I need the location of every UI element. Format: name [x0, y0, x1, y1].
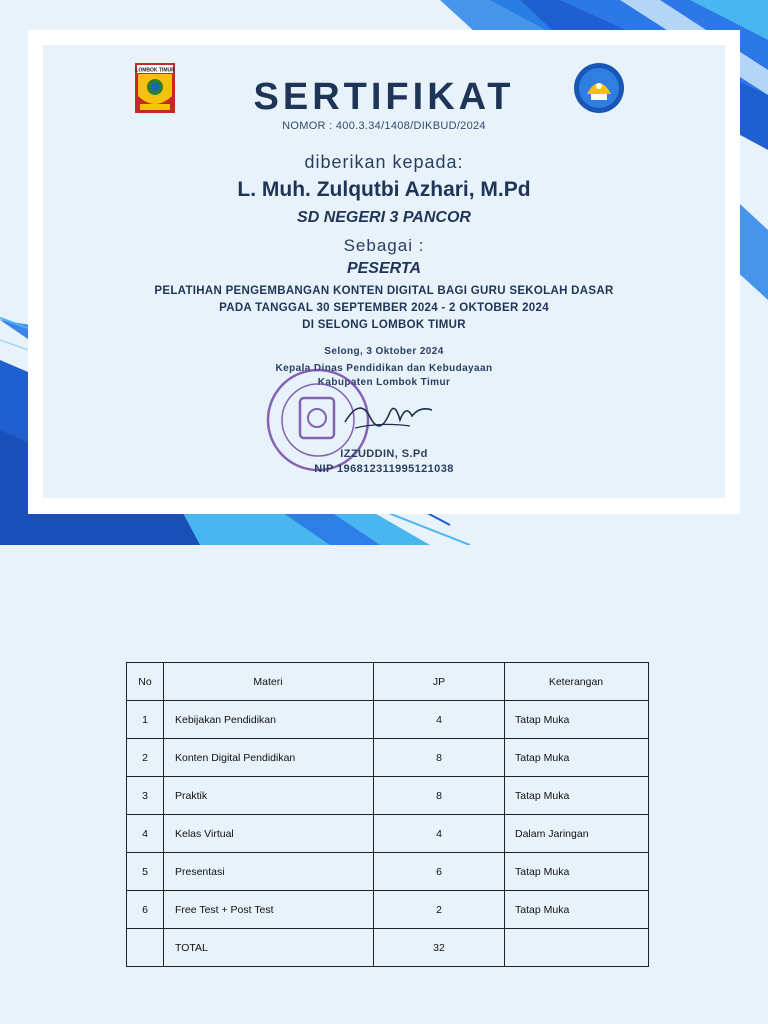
table-header-row	[127, 663, 649, 701]
office-region: Kabupaten Lombok Timur	[317, 377, 451, 388]
total-jp: 32	[374, 929, 505, 967]
cell-jp: 8	[374, 739, 505, 777]
cell-no: 2	[127, 739, 164, 777]
header-materi: Materi	[164, 663, 374, 701]
table-row	[127, 701, 649, 739]
cell-keterangan: Tatap Muka	[505, 739, 649, 777]
office-title: Kepala Dinas Pendidikan dan Kebudayaan	[275, 363, 493, 374]
cell-no: 6	[127, 891, 164, 929]
cell-no: 1	[127, 701, 164, 739]
event-title: PELATIHAN PENGEMBANGAN KONTEN DIGITAL BAGI GURU SEKOLAH DASAR	[154, 285, 614, 297]
cell-materi: Free Test + Post Test	[164, 891, 374, 929]
cell-keterangan: Tatap Muka	[505, 777, 649, 815]
cell-materi: Presentasi	[164, 853, 374, 891]
total-label: TOTAL	[164, 929, 374, 967]
cell-materi: Konten Digital Pendidikan	[164, 739, 374, 777]
cell-keterangan: Dalam Jaringan	[505, 815, 649, 853]
certificate-number: NOMOR : 400.3.34/1408/DIKBUD/2024	[282, 120, 486, 132]
header-jp: JP	[374, 663, 505, 701]
cell-materi: Kebijakan Pendidikan	[164, 701, 374, 739]
given-to-label: diberikan kepada:	[304, 152, 464, 172]
cell-no: 3	[127, 777, 164, 815]
material-table	[126, 662, 649, 967]
cell-materi: Praktik	[164, 777, 374, 815]
recipient-role: PESERTA	[346, 260, 422, 277]
cell-jp: 4	[374, 815, 505, 853]
cell-jp: 8	[374, 777, 505, 815]
event-location: DI SELONG LOMBOK TIMUR	[302, 319, 466, 331]
signer-nip: NIP 196812311995121038	[314, 463, 454, 475]
table-total-row	[127, 929, 649, 967]
recipient-school: SD NEGERI 3 PANCOR	[297, 209, 471, 226]
signature	[340, 392, 440, 441]
svg-text:LOMBOK TIMUR: LOMBOK TIMUR	[135, 67, 175, 74]
cell-materi: Kelas Virtual	[164, 815, 374, 853]
table-row	[127, 815, 649, 853]
header-keterangan: Keterangan	[505, 663, 649, 701]
header-no: No	[127, 663, 164, 701]
table-row	[127, 891, 649, 929]
recipient-name: L. Muh. Zulqutbi Azhari, M.Pd	[237, 178, 531, 201]
table-row	[127, 739, 649, 777]
cell-no: 5	[127, 853, 164, 891]
event-dates: PADA TANGGAL 30 SEPTEMBER 2024 - 2 OKTOBER 2024	[219, 302, 549, 314]
cell-jp: 2	[374, 891, 505, 929]
certificate-title: SERTIFIKAT	[253, 76, 515, 118]
signer-name: IZZUDDIN, S.Pd	[340, 448, 428, 460]
as-label: Sebagai :	[343, 236, 425, 255]
cell-keterangan: Tatap Muka	[505, 853, 649, 891]
table-row	[127, 853, 649, 891]
cell-jp: 6	[374, 853, 505, 891]
cell-jp: 4	[374, 701, 505, 739]
cell-keterangan: Tatap Muka	[505, 891, 649, 929]
cell-no: 4	[127, 815, 164, 853]
place-date: Selong, 3 Oktober 2024	[324, 346, 444, 357]
cell-keterangan	[505, 929, 649, 967]
cell-no	[127, 929, 164, 967]
cell-keterangan: Tatap Muka	[505, 701, 649, 739]
table-row	[127, 777, 649, 815]
